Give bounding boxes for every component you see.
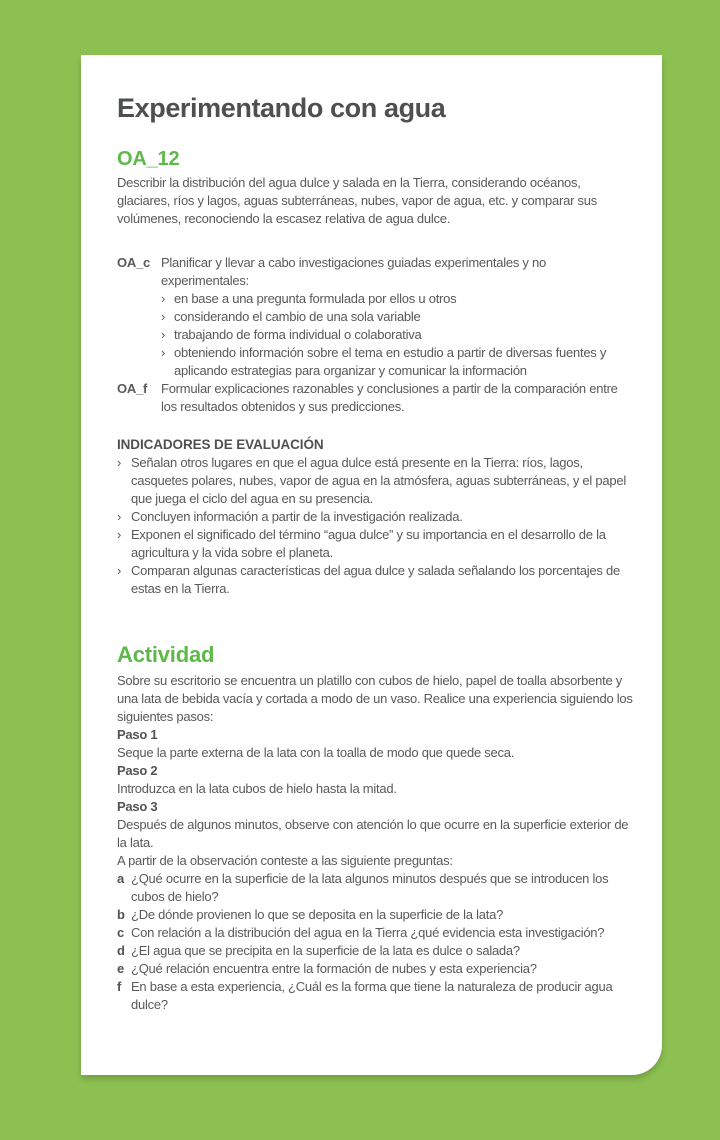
indicators-heading: INDICADORES DE EVALUACIÓN bbox=[117, 437, 324, 452]
chevron-bullet-icon: › bbox=[117, 563, 122, 578]
oa12-description: Describir la distribución del agua dulce y salada en la Tierra, considerando océanos, glaciares, ríos y lagos, aguas subterráneas, nubes, vapor de agua, etc. y comparar sus volúmenes, reconociendo la escasez relativa de agua dulce. bbox=[117, 175, 597, 226]
oa-f-label: OA_f bbox=[117, 381, 148, 396]
oa-f-text: Formular explicaciones razonables y conclusiones a partir de la comparación entre los resultados obtenidos y sus predicciones. bbox=[161, 381, 618, 414]
chevron-bullet-icon: › bbox=[161, 291, 166, 306]
indicator-item bbox=[117, 454, 635, 508]
chevron-bullet-icon: › bbox=[117, 509, 122, 524]
activity-step bbox=[117, 762, 635, 798]
oa-item-f bbox=[117, 380, 635, 416]
oa-item-c bbox=[117, 254, 635, 380]
oa-c-text: Planificar y llevar a cabo investigaciones guiadas experimentales y no experimentales: bbox=[161, 255, 546, 288]
indicator-text: Comparan algunas características del agua dulce y salada señalando los porcentajes de estas en la Tierra. bbox=[131, 563, 620, 596]
indicator-item bbox=[117, 562, 635, 598]
question-letter: d bbox=[117, 943, 125, 958]
question-letter: a bbox=[117, 871, 124, 886]
question-item bbox=[117, 870, 635, 906]
oa-c-bullet bbox=[161, 344, 635, 380]
oa-c-bullet bbox=[161, 290, 635, 308]
oa-c-bullet bbox=[161, 308, 635, 326]
indicator-item bbox=[117, 526, 635, 562]
question-item bbox=[117, 906, 635, 924]
question-text: ¿De dónde provienen lo que se deposita en la superficie de la lata? bbox=[131, 907, 504, 922]
oa-c-bullet-text: en base a una pregunta formulada por ellos u otros bbox=[174, 291, 457, 306]
step-1-text: Seque la parte externa de la lata con la toalla de modo que quede seca. bbox=[117, 745, 515, 760]
oa-c-label: OA_c bbox=[117, 255, 150, 270]
question-text: En base a esta experiencia, ¿Cuál es la forma que tiene la naturaleza de producir agua dulce? bbox=[131, 979, 613, 1012]
question-item bbox=[117, 960, 635, 978]
indicator-text: Exponen el significado del término “agua dulce” y su importancia en el desarrollo de la agricultura y la vida sobre el planeta. bbox=[131, 527, 606, 560]
question-text: Con relación a la distribución del agua en la Tierra ¿qué evidencia esta investigación? bbox=[131, 925, 605, 940]
chevron-bullet-icon: › bbox=[161, 345, 166, 360]
chevron-bullet-icon: › bbox=[117, 527, 122, 542]
question-item bbox=[117, 978, 635, 1014]
question-letter: c bbox=[117, 925, 124, 940]
questions-intro: A partir de la observación conteste a las siguiente preguntas: bbox=[117, 853, 453, 868]
step-3-label: Paso 3 bbox=[117, 799, 158, 814]
oa-c-bullet bbox=[161, 326, 635, 344]
question-letter: b bbox=[117, 907, 125, 922]
indicator-text: Señalan otros lugares en que el agua dulce está presente en la Tierra: ríos, lagos, casquetes polares, nubes, vapor de agua en la atmósfera, aguas subterráneas, y el papel que juega el ciclo del agua en su presencia. bbox=[131, 455, 626, 506]
step-2-text: Introduzca en la lata cubos de hielo hasta la mitad. bbox=[117, 781, 397, 796]
chevron-bullet-icon: › bbox=[117, 455, 122, 470]
oa12-heading: OA_12 bbox=[117, 148, 180, 170]
question-item bbox=[117, 924, 635, 942]
step-3-text: Después de algunos minutos, observe con atención lo que ocurre en la superficie exterior de la lata. bbox=[117, 817, 629, 850]
question-text: ¿El agua que se precipita en la superficie de la lata es dulce o salada? bbox=[131, 943, 520, 958]
question-text: ¿Qué relación encuentra entre la formación de nubes y esta experiencia? bbox=[131, 961, 537, 976]
oa-c-bullet-text: considerando el cambio de una sola variable bbox=[174, 309, 421, 324]
activity-heading: Actividad bbox=[117, 642, 215, 667]
page-title: Experimentando con agua bbox=[117, 93, 446, 123]
oa-c-bullet-text: obteniendo información sobre el tema en estudio a partir de diversas fuentes y aplicando estrategias para organizar y comunicar la información bbox=[174, 345, 607, 378]
oa-c-bullet-text: trabajando de forma individual o colaborativa bbox=[174, 327, 422, 342]
activity-step bbox=[117, 726, 635, 762]
indicator-text: Concluyen información a partir de la investigación realizada. bbox=[131, 509, 463, 524]
question-item bbox=[117, 942, 635, 960]
chevron-bullet-icon: › bbox=[161, 309, 166, 324]
worksheet-page bbox=[81, 55, 662, 1075]
indicator-item bbox=[117, 508, 635, 526]
activity-intro: Sobre su escritorio se encuentra un platillo con cubos de hielo, papel de toalla absorbente y una lata de bebida vacía y cortada a modo de un vaso. Realice una experiencia siguiendo los siguientes pasos: bbox=[117, 673, 633, 724]
question-letter: f bbox=[117, 979, 122, 994]
activity-step bbox=[117, 798, 635, 852]
step-1-label: Paso 1 bbox=[117, 727, 158, 742]
question-text: ¿Qué ocurre en la superficie de la lata algunos minutos después que se introducen los cubos de hielo? bbox=[131, 871, 609, 904]
question-letter: e bbox=[117, 961, 124, 976]
step-2-label: Paso 2 bbox=[117, 763, 158, 778]
chevron-bullet-icon: › bbox=[161, 327, 166, 342]
